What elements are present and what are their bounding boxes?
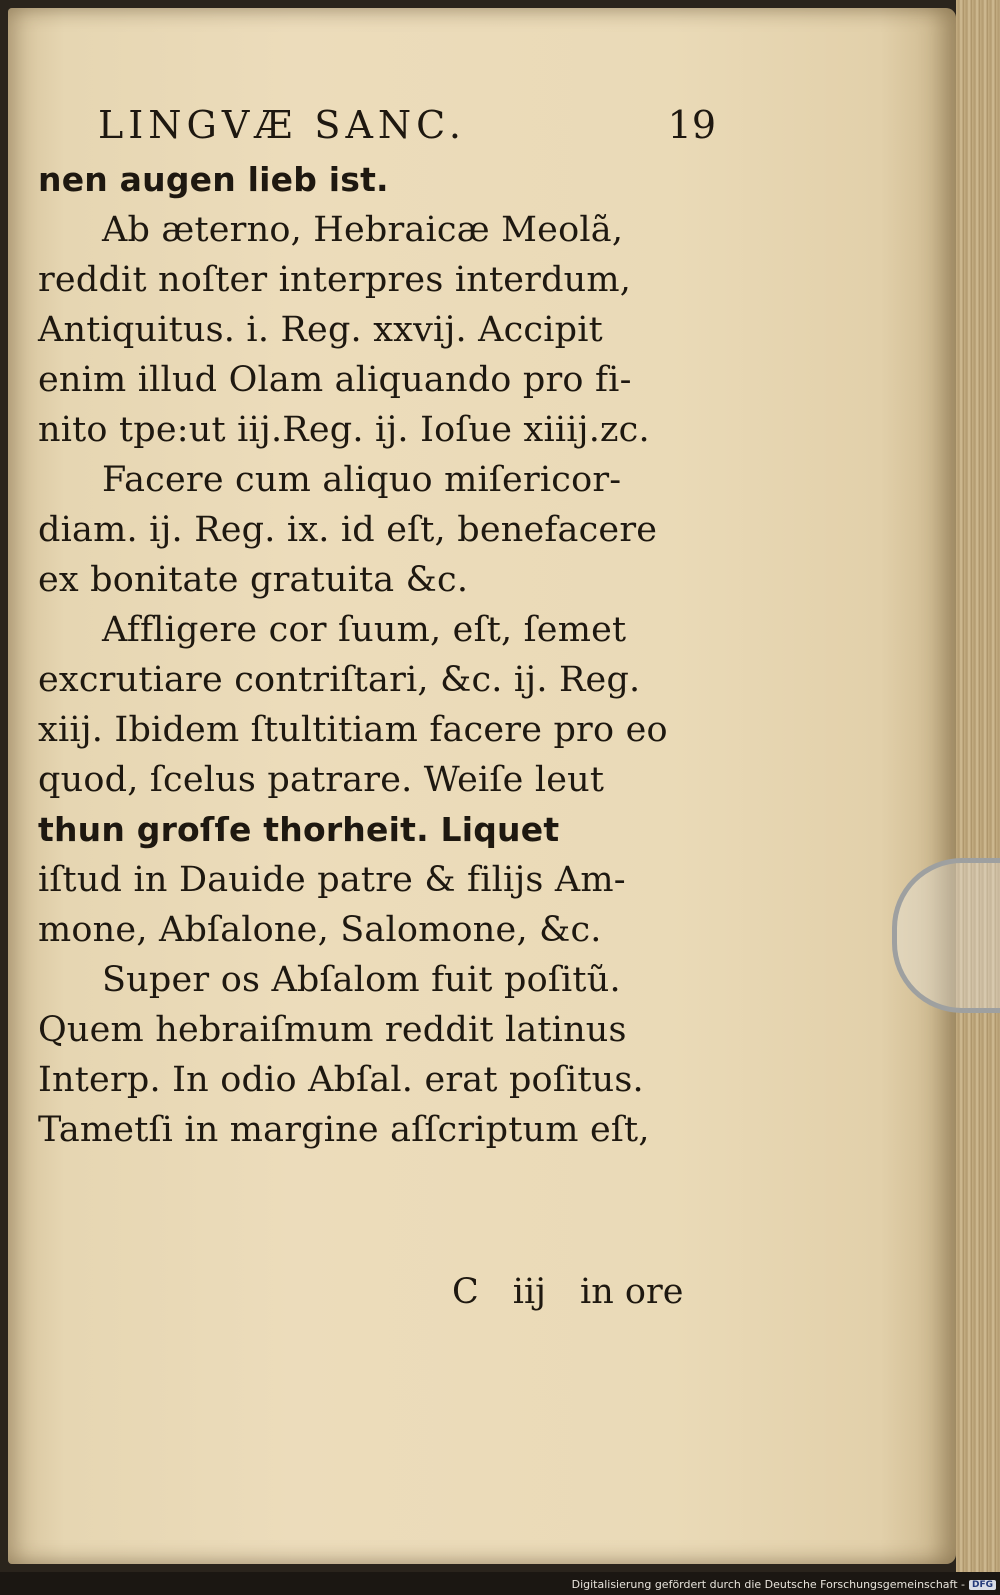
digitization-footer bbox=[572, 1578, 996, 1591]
running-title: LINGVÆ SANC. bbox=[98, 103, 466, 147]
signature-mark: C bbox=[452, 1272, 479, 1312]
catchword: in ore bbox=[580, 1272, 684, 1312]
text-line: ex bonitate gratuita &c. bbox=[38, 560, 469, 600]
text-line: mone, Abſalone, Salomone, &c. bbox=[38, 910, 602, 950]
dfg-logo-icon: DFG bbox=[969, 1580, 996, 1590]
catchline bbox=[452, 1272, 717, 1312]
text-line: nen augen lieb ist. bbox=[38, 160, 389, 199]
page-number: 19 bbox=[667, 103, 716, 147]
page-edges bbox=[956, 0, 1000, 1572]
running-header bbox=[38, 95, 718, 155]
text-line: iſtud in Dauide patre & filijs Am- bbox=[38, 860, 626, 900]
text-line: xiij. Ibidem ſtultitiam facere pro eo bbox=[38, 710, 668, 750]
folio-mark: iij bbox=[512, 1272, 547, 1312]
text-line: Affligere cor ſuum, eſt, ſemet bbox=[102, 610, 627, 650]
text-line: diam. ij. Reg. ix. id eſt, benefacere bbox=[38, 510, 658, 550]
text-line: quod, ſcelus patrare. Weiſe leut bbox=[38, 760, 605, 800]
text-line: nito tpe:ut iij.Reg. ij. Ioſue xiiij.zc. bbox=[38, 410, 650, 450]
text-line: Super os Abſalom fuit poſitũ. bbox=[102, 960, 621, 1000]
footer-text: Digitalisierung gefördert durch die Deutsche Forschungsgemeinschaft - bbox=[571, 1578, 965, 1591]
text-line: Quem hebraiſmum reddit latinus bbox=[38, 1010, 627, 1050]
text-line: reddit noſter interpres interdum, bbox=[38, 260, 632, 300]
text-line: thun groſſe thorheit. Liquet bbox=[38, 810, 560, 849]
text-line: Tametſi in margine aſſcriptum eſt, bbox=[38, 1110, 650, 1150]
text-line: excrutiare contriſtari, &c. ij. Reg. bbox=[38, 660, 641, 700]
text-line: enim illud Olam aliquando pro fi- bbox=[38, 360, 632, 400]
text-line: Interp. In odio Abſal. erat poſitus. bbox=[38, 1060, 644, 1100]
text-line: Ab æterno, Hebraicæ Meolã, bbox=[102, 210, 624, 250]
text-line: Antiquitus. i. Reg. xxvij. Accipit bbox=[38, 310, 603, 350]
text-line: Facere cum aliquo miſericor- bbox=[102, 460, 622, 500]
page-text bbox=[38, 95, 718, 1155]
text-lines bbox=[38, 155, 718, 1155]
